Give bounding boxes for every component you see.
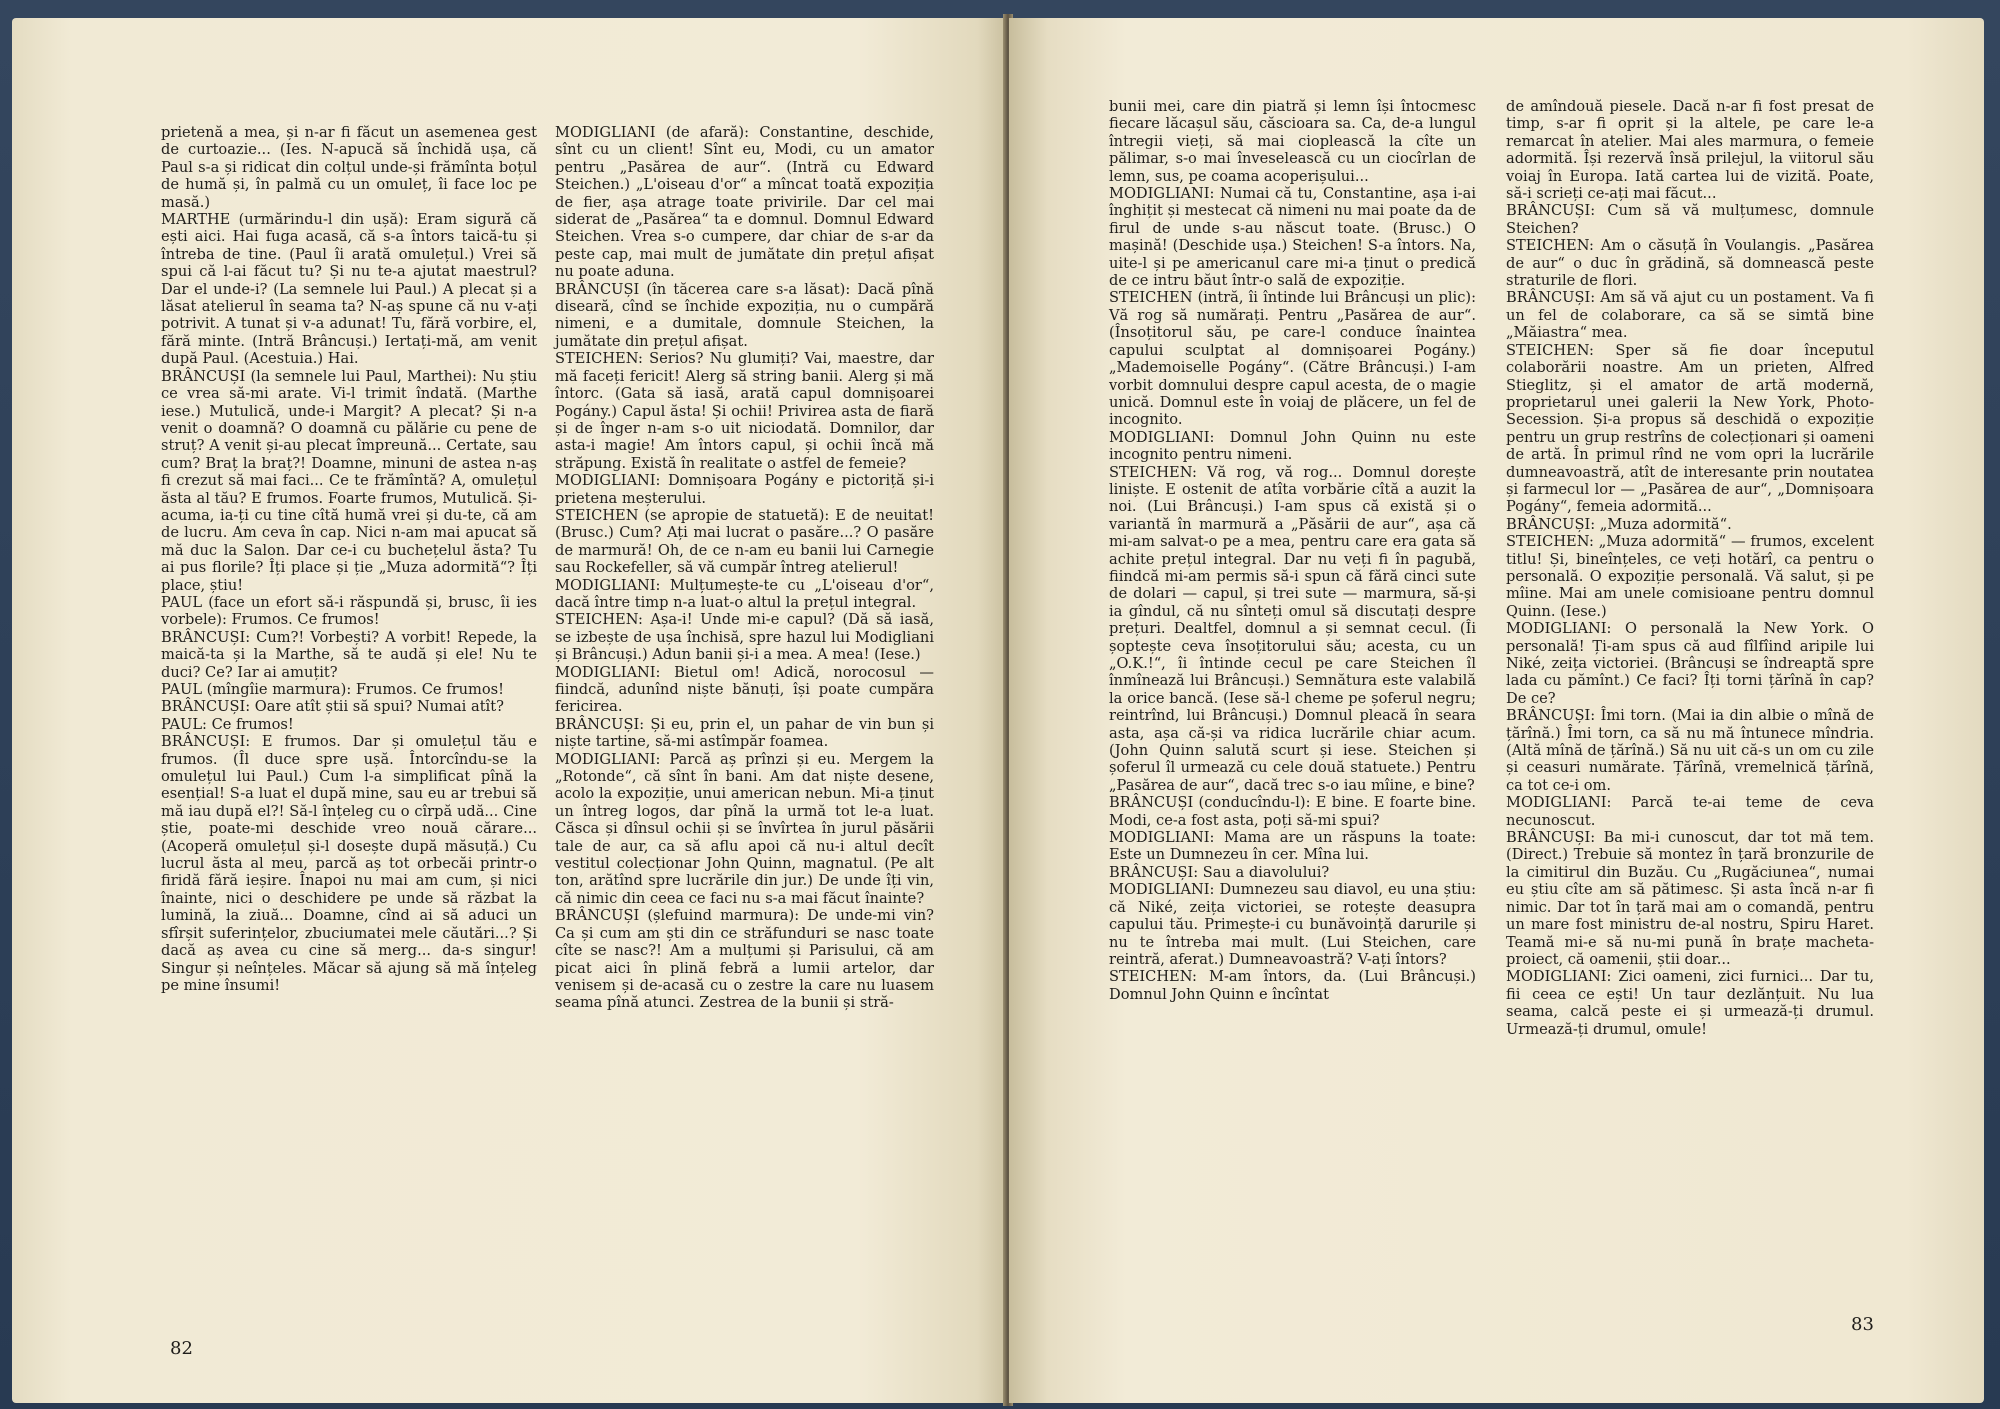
right-page-column-1: bunii mei, care din piatră și lemn își întocmesc fiecare lăcașul său, căscioara sa. Ca, de-a lungul întregii vieți, să mai cioplească la cîte un pălimar, s-o mai înveselească cu un ciocîrlan de lemn, sus, pe coama acoperișului... MODIGLIANI: Numai că tu, Constantine, așa i-ai înghițit și mestecat că nimeni nu mai poate da de firul de unde s-au născut toate. (Brusc.) O mașină! (Deschide ușa.) Steichen! S-a întors. Na, uite-l și pe americanul care mi-a ținut o predică de ce intru băut într-o sală de expoziție. STEICHEN (intră, îi întinde lui Brâncuși un plic): Vă rog să numărați. Pentru „Pasărea de aur“. (Însoțitorul său, pe care-l conduce înaintea capului sculptat al domnișoarei Pogány.) „Mademoiselle Pogány“. (Către Brâncuși.) I-am vorbit domnului despre capul acesta, de o magie unică. Domnul este în voiaj de plăcere, un fel de incognito. MODIGLIANI: Domnul John Quinn nu este incognito pentru nimeni. STEICHEN: Vă rog, vă rog... Domnul dorește liniște. E ostenit de atîta vorbărie cîtă a auzit la noi. (Lui Brâncuși.) I-am spus că există și o variantă în marmură a „Păsării de aur“, așa că mi-am salvat-o pe a mea, pentru care era gata să achite prețul integral. Dar nu veți fi în pagubă, fiindcă mi-am permis să-i spun că fără cinci sute de dolari — capul, și trei sute — marmura, să-și ia gîndul, că nu sînteți omul să discutați despre prețuri. Dealtfel, domnul a și semnat cecul. (Îi șoptește ceva însoțitorului său; acesta, cu un „O.K.!“, îi întinde cecul pe care Steichen îl înmînează lui Brâncuși.) Semnătura este valabilă la orice bancă. (Iese să-l cheme pe șoferul negru; reintrînd, lui Brâncuși.) Domnul pleacă în seara asta, așa că-și va ridica lucrările chiar acum. (John Quinn salută scurt și iese. Steichen și șoferul îl urmează cu cele două statuete.) Pentru „Pasărea de aur“, dacă trec s-o iau mîine, e bine? BRÂNCUȘI (conducîndu-l): E bine. E foarte bine. Modi, ce-a fost asta, poți să-mi spui? MODIGLIANI: Mama are un răspuns la toate: Este un Dumnezeu în cer. Mîna lui. BRÂNCUȘI: Sau a diavolului? MODIGLIANI: Dumnezeu sau diavol, eu una știu: că Niké, zeița victoriei, se rotește deasupra capului tău. Primește-i cu bunăvoință darurile și nu te întreba mai mult. (Lui Steichen, care reintră, aferat.) Dumneavoastră? V-ați întors? STEICHEN: M-am întors, da. (Lui Brâncuși.) Domnul John Quinn e încîntat (1109, 98, 1476, 1003)
page-number-right: 83 (1851, 1314, 1874, 1335)
page-number-left: 82 (170, 1338, 193, 1359)
right-page-column-2: de amîndouă piesele. Dacă n-ar fi fost presat de timp, s-ar fi oprit și la altele, pe care le-a remarcat în atelier. Mai ales marmura, o femeie adormită. Își rezervă însă prilejul, la viitorul său voiaj în Europa. Iată cartea lui de vizită. Poate, să-i scrieți ce-ați mai făcut... BRÂNCUȘI: Cum să vă mulțumesc, domnule Steichen? STEICHEN: Am o căsuță în Voulangis. „Pasărea de aur“ o duc în grădină, să domnească peste straturile de flori. BRÂNCUȘI: Am să vă ajut cu un postament. Va fi un fel de colaborare, ca să se simtă bine „Măiastra“ mea. STEICHEN: Sper să fie doar începutul colaborării noastre. Am un prieten, Alfred Stieglitz, și el amator de artă modernă, proprietarul unei galerii la New York, Photo-Secession. Și-a propus să deschidă o expoziție pentru un grup restrîns de colecționari și oameni de artă. În primul rînd ne vom opri la lucrările dumneavoastră, atît de interesante prin noutatea și farmecul lor — „Pasărea de aur“, „Domnișoara Pogány“, femeia adormită... BRÂNCUȘI: „Muza adormită“. STEICHEN: „Muza adormită“ — frumos, excelent titlu! Și, bineînțeles, ce veți hotărî, ca pentru o personală. O expoziție personală. Vă salut, și pe mîine. Mai am unele comisioane pentru domnul Quinn. (Iese.) MODIGLIANI: O personală la New York. O personală! Ți-am spus că aud fîlfîind aripile lui Niké, zeița victoriei. (Brâncuși se îndreaptă spre lada cu pămînt.) Ce faci? Îți torni țărînă în cap? De ce? BRÂNCUȘI: Îmi torn. (Mai ia din albie o mînă de țărînă.) Îmi torn, ca să nu mă întunece mîndria. (Altă mînă de țărînă.) Să nu uit că-s un om cu zile și ceasuri numărate. Țărînă, vremelnică țărînă, ca tot ce-i om. MODIGLIANI: Parcă te-ai teme de ceva necunoscut. BRÂNCUȘI: Ba mi-i cunoscut, dar tot mă tem. (Direct.) Trebuie să montez în țară bronzurile de la cimitirul din Buzău. Cu „Rugăciunea“, numai eu știu cîte am să pătimesc. Și asta încă n-ar fi nimic. Dar tot în țară mai am o comandă, pentru un mare fost ministru de-al nostru, Spiru Haret. Teamă mi-e să nu-mi pună în brațe macheta-proiect, că oamenii, știi doar... MODIGLIANI: Zici oameni, zici furnici... Dar tu, fii ceea ce ești! Un taur dezlănțuit. Nu lua seama, calcă peste ei și urmează-ți drumul. Urmează-ți drumul, omule! (1506, 98, 1874, 1038)
left-page (12, 18, 1007, 1403)
left-page-column-2: MODIGLIANI (de afară): Constantine, deschide, sînt cu un client! Sînt eu, Modi, cu un amator pentru „Pasărea de aur“. (Intră cu Edward Steichen.) „L'oiseau d'or“ a mîncat toată expoziția de fier, așa atrage toate privirile. Dar cel mai siderat de „Pasărea“ ta e domnul. Domnul Edward Steichen. Vrea s-o cumpere, dar chiar de s-ar da peste cap, mai mult de jumătate din prețul afișat nu poate aduna. BRÂNCUȘI (în tăcerea care s-a lăsat): Dacă pînă diseară, cînd se închide expoziția, nu o cumpără nimeni, e a dumitale, domnule Steichen, la jumătate din prețul afișat. STEICHEN: Serios? Nu glumiți? Vai, maestre, dar mă faceți fericit! Alerg să string banii. Alerg și mă întorc. (Gata să iasă, arată capul domnișoarei Pogány.) Capul ăsta! Și ochii! Privirea asta de fiară și de înger n-am s-o uit niciodată. Domnilor, dar asta-i magie! Am întors capul, și ochii încă mă străpung. Există în realitate o astfel de femeie? MODIGLIANI: Domnișoara Pogány e pictoriță și-i prietena meșterului. STEICHEN (se apropie de statuetă): E de neuitat! (Brusc.) Cum? Ați mai lucrat o pasăre...? O pasăre de marmură! Oh, de ce n-am eu banii lui Carnegie sau Rockefeller, să vă cumpăr întreg atelierul! MODIGLIANI: Mulțumește-te cu „L'oiseau d'or“, dacă între timp n-a luat-o altul la prețul integral. STEICHEN: Așa-i! Unde mi-e capul? (Dă să iasă, se izbește de ușa închisă, spre hazul lui Modigliani și Brâncuși.) Adun banii și-i a mea. A mea! (Iese.) MODIGLIANI: Bietul om! Adică, norocosul — fiindcă, adunînd niște bănuți, își poate cumpăra fericirea. BRÂNCUȘI: Și eu, prin el, un pahar de vin bun și niște tartine, să-mi astîmpăr foamea. MODIGLIANI: Parcă aș prînzi și eu. Mergem la „Rotonde“, că sînt în bani. Am dat niște desene, acolo la expoziție, unui american nebun. Mi-a ținut un întreg logos, dar pînă la urmă tot le-a luat. Căsca și dînsul ochii și se învîrtea în jurul păsării tale de aur, ca să aflu apoi că nu-i altul decît vestitul colecționar John Quinn, magnatul. (Pe alt ton, arătînd spre lucrările din jur.) De unde îți vin, că nimic din ceea ce faci nu s-a mai făcut înainte? BRÂNCUȘI (șlefuind marmura): De unde-mi vin? Ca și cum am ști din ce străfunduri se nasc toate cîte se nasc?! Am a mulțumi și Parisului, că am picat aici în plină febră a lumii artelor, dar venisem și de-acasă cu o zestre la care nu luasem seama pînă atunci. Zestrea de la bunii și stră- (555, 124, 934, 1012)
right-page (1009, 18, 1984, 1403)
left-page-column-1: prietenă a mea, și n-ar fi făcut un asemenea gest de curtoazie... (Ies. N-apucă să închidă ușa, că Paul s-a și ridicat din colțul unde-și frămînta boțul de humă și, în palmă cu un omuleț, îi face loc pe masă.) MARTHE (urmărindu-l din ușă): Eram sigură că ești aici. Hai fuga acasă, că s-a întors taică-tu și întreba de tine. (Paul îi arată omulețul.) Vrei să spui că l-ai făcut tu? Și nu te-a ajutat maestrul? Dar el unde-i? (La semnele lui Paul.) A plecat și a lăsat atelierul în seama ta? N-aș spune că nu v-ați potrivit. A tunat și v-a adunat! Tu, fără vorbire, el, fără minte. (Intră Brâncuși.) Iertați-mă, am venit după Paul. (Acestuia.) Hai. BRÂNCUȘI (la semnele lui Paul, Marthei): Nu știu ce vrea să-mi arate. Vi-l trimit îndată. (Marthe iese.) Mutulică, unde-i Margit? A plecat? Și n-a venit o doamnă? O doamnă cu pălărie cu pene de struț? A venit și-au plecat împreună... Certate, sau cum? Braț la braț?! Doamne, minuni de astea n-aș fi crezut să mai faci... Ce te frămîntă? A, omulețul ăsta al tău? E frumos. Foarte frumos, Mutulică. Și-acuma, ia-ți cu tine cîtă humă vrei și du-te, că am de lucru. Am ceva în cap. Nici n-am mai apucat să mă duc la Salon. Dar ce-i cu buchețelul ăsta? Tu ai pus florile? Îți place și ție „Muza adormită“? Îți place, știu! PAUL (face un efort să-i răspundă și, brusc, îi ies vorbele): Frumos. Ce frumos! BRÂNCUȘI: Cum?! Vorbești? A vorbit! Repede, la maică-ta și la Marthe, să te audă și ele! Nu te duci? Ce? Iar ai amuțit? PAUL (mîngîie marmura): Frumos. Ce frumos! BRÂNCUȘI: Oare atît știi să spui? Numai atît? PAUL: Ce frumos! BRÂNCUȘI: E frumos. Dar și omulețul tău e frumos. (Îl duce spre ușă. Întorcîndu-se la omulețul lui Paul.) Cum l-a simplificat pînă la esențial! S-a luat el după mine, sau eu ar trebui să mă iau după el?! Să-l înțeleg cu o cîrpă udă... Cine știe, poate-mi deschide vreo nouă cărare... (Acoperă omulețul și-l dosește după măsuță.) Cu lucrul ăsta al meu, parcă aș tot orbecăi printr-o firidă fără ieșire. Înapoi nu mai am cum, și nici înainte, nici o deschidere pe unde să răzbat la lumină, la ziuă... Doamne, cînd ai să aduci un sfîrșit suferințelor, zbuciumatei mele căutări...? Și dacă aș avea cu cine să merg... da-s singur! Singur și neînțeles. Măcar să ajung să mă înțeleg pe mine însumi! (161, 124, 537, 994)
